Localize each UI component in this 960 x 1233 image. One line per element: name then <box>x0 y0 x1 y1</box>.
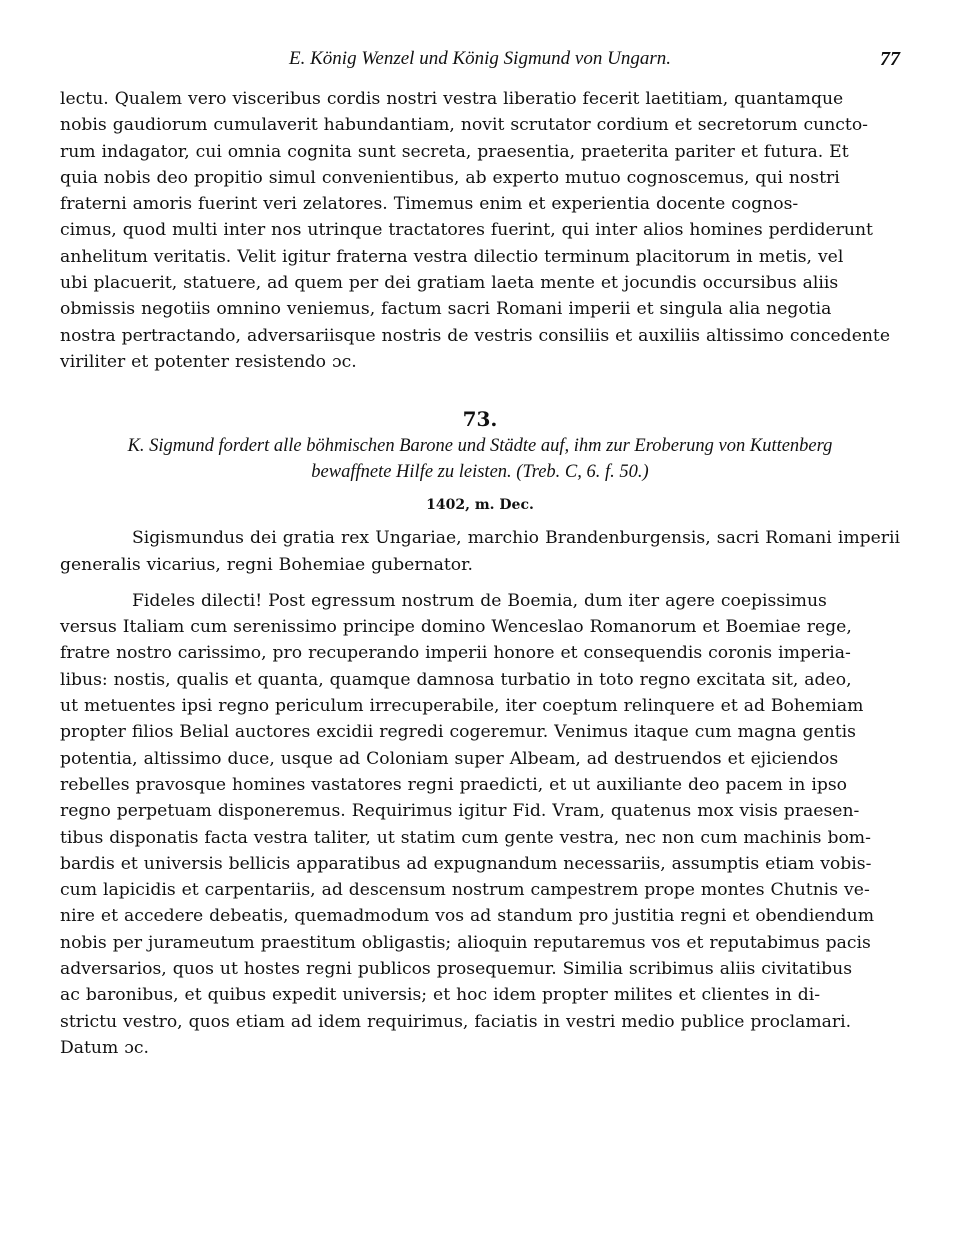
text-line: potentia, altissimo duce, usque ad Coloniam super Albeam, ad destruendos et ejiciendos <box>60 748 839 769</box>
text-line: nobis gaudiorum cumulaverit habundantiam, novit scrutator cordium et secretorum cuncto- <box>60 115 868 136</box>
text-line: fraterni amoris fuerint veri zelatores. Timemus enim et experientia docente cognos- <box>60 194 799 215</box>
title-line: bewaffnete Hilfe zu leisten. (Treb. C, 6. f. 50.) <box>311 462 649 483</box>
text-line: viriliter et potenter resistendo ɔc. <box>60 351 357 372</box>
title-line: K. Sigmund fordert alle böhmischen Barone und Städte auf, ihm zur Eroberung von Kuttenberg <box>127 436 833 457</box>
text-line: propter filios Belial auctores excidii regredi cogeremur. Venimus itaque cum magna gentis <box>60 722 856 743</box>
text-line: ut metuentes ipsi regno periculum irrecuperabile, iter coeptum relinquere et ad Bohemiam <box>60 696 864 717</box>
running-head <box>60 48 900 74</box>
continued-paragraph <box>60 86 900 375</box>
text-line: ac baronibus, et quibus expedit universis; et hoc idem propter milites et clientes in di- <box>60 985 821 1006</box>
document-page <box>60 48 900 1061</box>
text-line: ubi placuerit, statuere, ad quem per dei gratiam laeta mente et jocundis occursibus aliis <box>60 273 839 294</box>
text-line: regno perpetuam disponeremus. Requirimus igitur Fid. Vram, quatenus mox visis praesen- <box>60 801 860 822</box>
text-line: fratre nostro carissimo, pro recuperando imperii honore et consequendis coronis imperia- <box>60 643 851 664</box>
page-number: 77 <box>880 48 900 70</box>
text-line: strictu vestro, quos etiam ad idem requirimus, faciatis in vestri medio publice proclamari. <box>60 1011 852 1032</box>
document-date: 1402, m. Dec. <box>426 497 534 514</box>
text-line: bardis et universis bellicis apparatibus ad expugnandum necessariis, assumptis etiam vobis- <box>60 853 872 874</box>
document-title <box>60 433 900 485</box>
text-line: adversarios, quos ut hostes regni publicos prosequemur. Similia scribimus aliis civitatibus <box>60 959 853 980</box>
text-line: Datum ɔc. <box>60 1037 149 1058</box>
letter-body <box>60 588 900 1061</box>
text-line: quia nobis deo propitio simul convenientibus, ab experto mutuo cognoscemus, qui nostri <box>60 167 840 188</box>
text-line: nire et accedere debeatis, quemadmodum vos ad standum pro justitia regni et obendiendum <box>60 906 875 927</box>
text-line: rebelles pravosque homines vastatores regni praedicti, et ut auxiliante deo pacem in ipso <box>60 774 847 795</box>
text-line: anhelitum veritatis. Velit igitur fraterna vestra dilectio terminum placitorum in metis, vel <box>60 246 844 267</box>
text-line: obmissis negotiis omnino veniemus, factum sacri Romani imperii et singula alia negotia <box>60 299 832 320</box>
text-line: lectu. Qualem vero visceribus cordis nostri vestra liberatio fecerit laetitiam, quantamque <box>60 89 844 109</box>
document-number: 73. <box>462 407 498 432</box>
text-line: cum lapicidis et carpentariis, ad descensum nostrum campestrem prope montes Chutnis ve- <box>60 880 870 901</box>
text-line: cimus, quod multi inter nos utrinque tractatores fuerint, qui inter alios homines perdiderunt <box>60 220 873 241</box>
salutation-paragraph: Sigismundus dei gratia rex Ungariae, marchio Brandenburgensis, sacri Romani imperii generalis vicarius, regni Bohemiae gubernator. <box>60 528 900 575</box>
text-line: nostra pertractando, adversariisque nostris de vestris consiliis et auxiliis altissimo concedente <box>60 325 891 346</box>
text-line: versus Italiam cum serenissimo principe domino Wenceslao Romanorum et Boemiae rege, <box>60 617 852 638</box>
text-line: tibus disponatis facta vestra taliter, ut statim cum gente vestra, nec non cum machinis bom- <box>60 827 871 848</box>
running-title: E. König Wenzel und König Sigmund von Ungarn. <box>289 48 671 69</box>
text-line: Fideles dilecti! Post egressum nostrum de Boemia, dum iter agere coepissimus <box>132 590 827 611</box>
text-line: rum indagator, cui omnia cognita sunt secreta, praesentia, praeterita pariter et futura. Et <box>60 141 849 162</box>
text-line: libus: nostis, qualis et quanta, quamque damnosa turbatio in toto regno excitata sit, adeo, <box>60 669 852 690</box>
text-line: nobis per jurameutum praestitum obligastis; alioquin reputaremus vos et reputabimus pacis <box>60 932 871 953</box>
